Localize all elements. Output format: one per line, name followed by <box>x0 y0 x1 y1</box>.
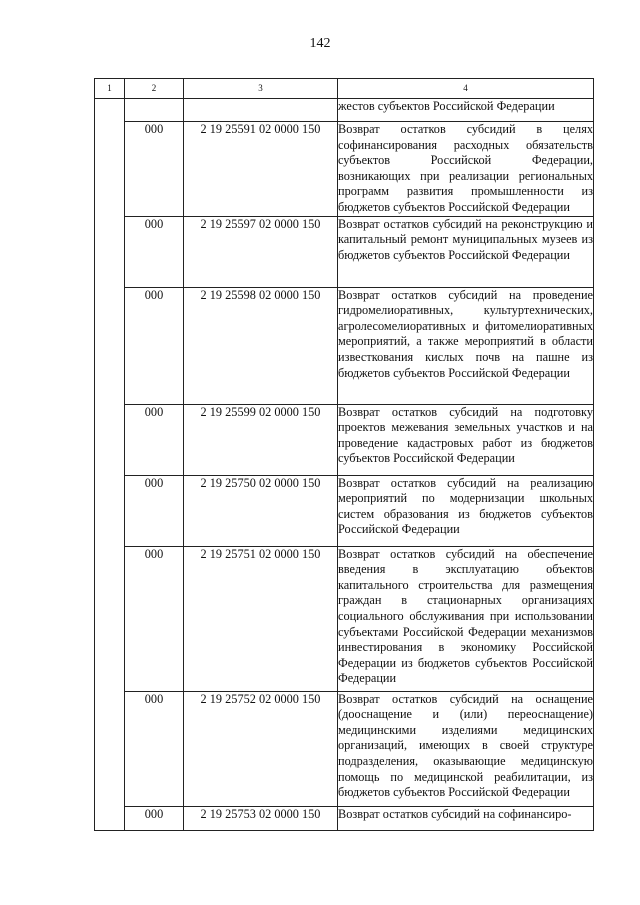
budget-code: 2 19 25591 02 0000 150 <box>184 122 338 217</box>
table-row <box>95 475 594 546</box>
header-col-2: 2 <box>125 79 184 99</box>
admin-code: 000 <box>125 404 184 475</box>
table-row <box>95 216 594 287</box>
table-header-row <box>95 79 594 99</box>
admin-code: 000 <box>125 475 184 546</box>
page-number: 142 <box>309 36 331 51</box>
budget-code: 2 19 25752 02 0000 150 <box>184 691 338 806</box>
admin-code: 000 <box>125 216 184 287</box>
empty-cell <box>125 99 184 122</box>
continuation-row <box>95 99 594 122</box>
admin-code: 000 <box>125 287 184 404</box>
table-row <box>95 122 594 217</box>
header-col-1: 1 <box>95 79 125 99</box>
budget-code: 2 19 25753 02 0000 150 <box>184 806 338 830</box>
row-description: Возврат остатков субсидий на обеспечение введения в эксплуатацию объектов капитального строительства для размещения граждан в стационарных организациях социального обслуживания при использовании субъектами Российской Федерации механизмов инвестирования в экономику Российской Федерации из бюджетов субъектов Российской Федерации <box>338 546 594 691</box>
continuation-text: жестов субъектов Российской Федерации <box>338 99 594 122</box>
budget-code: 2 19 25597 02 0000 150 <box>184 216 338 287</box>
header-col-4: 4 <box>338 79 594 99</box>
admin-code: 000 <box>125 691 184 806</box>
row-description: Возврат остатков субсидий на оснащение (дооснащение и (или) переоснащение) медицинскими изделиями медицинских организаций, имеющих в своей структуре подразделения, оказывающие медицинскую помощь по медицинской реабилитации, из бюджетов субъектов Российской Федерации <box>338 691 594 806</box>
budget-code: 2 19 25751 02 0000 150 <box>184 546 338 691</box>
table-row <box>95 806 594 830</box>
table-row <box>95 691 594 806</box>
budget-code: 2 19 25598 02 0000 150 <box>184 287 338 404</box>
table-row <box>95 546 594 691</box>
budget-code: 2 19 25750 02 0000 150 <box>184 475 338 546</box>
empty-cell <box>184 99 338 122</box>
merged-col-1-cell <box>95 99 125 831</box>
row-description: Возврат остатков субсидий в целях софинансирования расходных обязательств субъектов Российской Федерации, возникающих при реализации региональных программ развития промышленности из бюджетов субъектов Российской Федерации <box>338 122 594 217</box>
admin-code: 000 <box>125 806 184 830</box>
admin-code: 000 <box>125 546 184 691</box>
row-description: Возврат остатков субсидий на проведение гидромелиоративных, культуртехнических, агролесомелиоративных и фитомелиоративных мероприятий, а также мероприятий в области известкования кислых почв на пашне из бюджетов субъектов Российской Федерации <box>338 287 594 404</box>
row-description: Возврат остатков субсидий на софинансиро- <box>338 806 594 830</box>
admin-code: 000 <box>125 122 184 217</box>
table-row <box>95 404 594 475</box>
row-description: Возврат остатков субсидий на подготовку проектов межевания земельных участков и на проведение кадастровых работ из бюджетов субъектов Российской Федерации <box>338 404 594 475</box>
header-col-3: 3 <box>184 79 338 99</box>
budget-codes-table <box>94 78 594 831</box>
row-description: Возврат остатков субсидий на реконструкцию и капитальный ремонт муниципальных музеев из бюджетов субъектов Российской Федерации <box>338 216 594 287</box>
budget-code: 2 19 25599 02 0000 150 <box>184 404 338 475</box>
row-description: Возврат остатков субсидий на реализацию мероприятий по модернизации школьных систем образования из бюджетов субъектов Российской Федерации <box>338 475 594 546</box>
table-row <box>95 287 594 404</box>
